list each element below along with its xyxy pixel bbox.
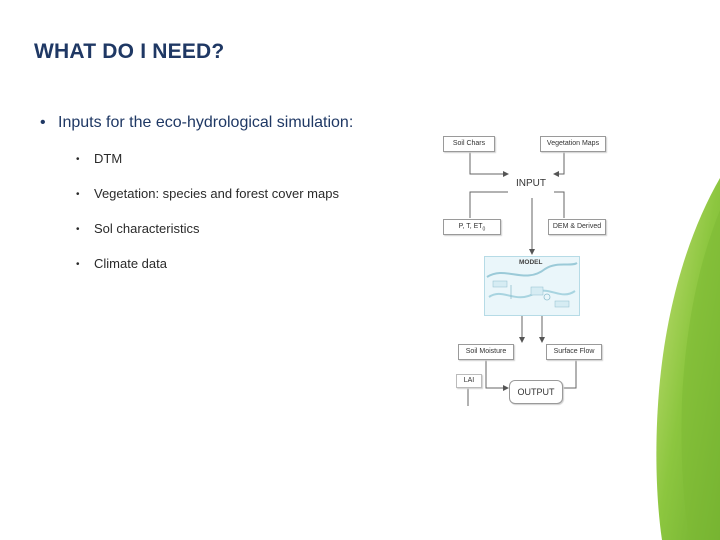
green-leaf-decoration [630,0,720,540]
sub-bullet-text: Sol characteristics [94,221,200,236]
surface-flow-box [546,344,602,360]
output-label: OUTPUT [517,387,555,397]
input-label: INPUT [516,178,546,189]
sub-bullet-text: DTM [94,151,123,166]
soil-chars-box [443,136,495,152]
main-bullet [40,114,353,132]
surface-flow-label: Surface Flow [553,348,595,355]
slide-title: WHAT DO I NEED? [34,40,225,63]
lai-box [456,374,482,388]
sub-bullet-text: Climate data [94,256,167,271]
bullet-dot-icon: • [76,154,80,165]
list-item [76,221,339,256]
bullet-dot-icon: • [76,189,80,200]
soil-moisture-box [458,344,514,360]
bullet-dot-icon: • [76,259,80,270]
bullet-dot-icon: • [76,224,80,235]
model-label: MODEL [519,259,543,266]
climate-box [443,219,501,235]
main-bullet-text: Inputs for the eco-hydrological simulation: [58,114,354,131]
sub-bullet-list [76,151,339,291]
dem-box [548,219,606,235]
list-item [76,151,339,186]
vegetation-maps-box [540,136,606,152]
model-box [484,256,580,316]
bullet-dot-icon: • [40,114,46,131]
soil-chars-label: Soil Chars [452,140,486,147]
dem-label: DEM & Derived [552,223,602,230]
soil-moisture-label: Soil Moisture [465,348,507,355]
list-item [76,256,339,291]
climate-subscript: 0 [482,226,486,233]
vegetation-maps-label: Vegetation Maps [546,140,600,147]
model-flow-diagram [436,126,616,416]
output-box [509,380,563,404]
climate-label: P, T, ET [458,223,483,230]
list-item [76,186,339,221]
lai-label: LAI [463,377,475,384]
sub-bullet-text: Vegetation: species and forest cover maps [94,186,339,201]
